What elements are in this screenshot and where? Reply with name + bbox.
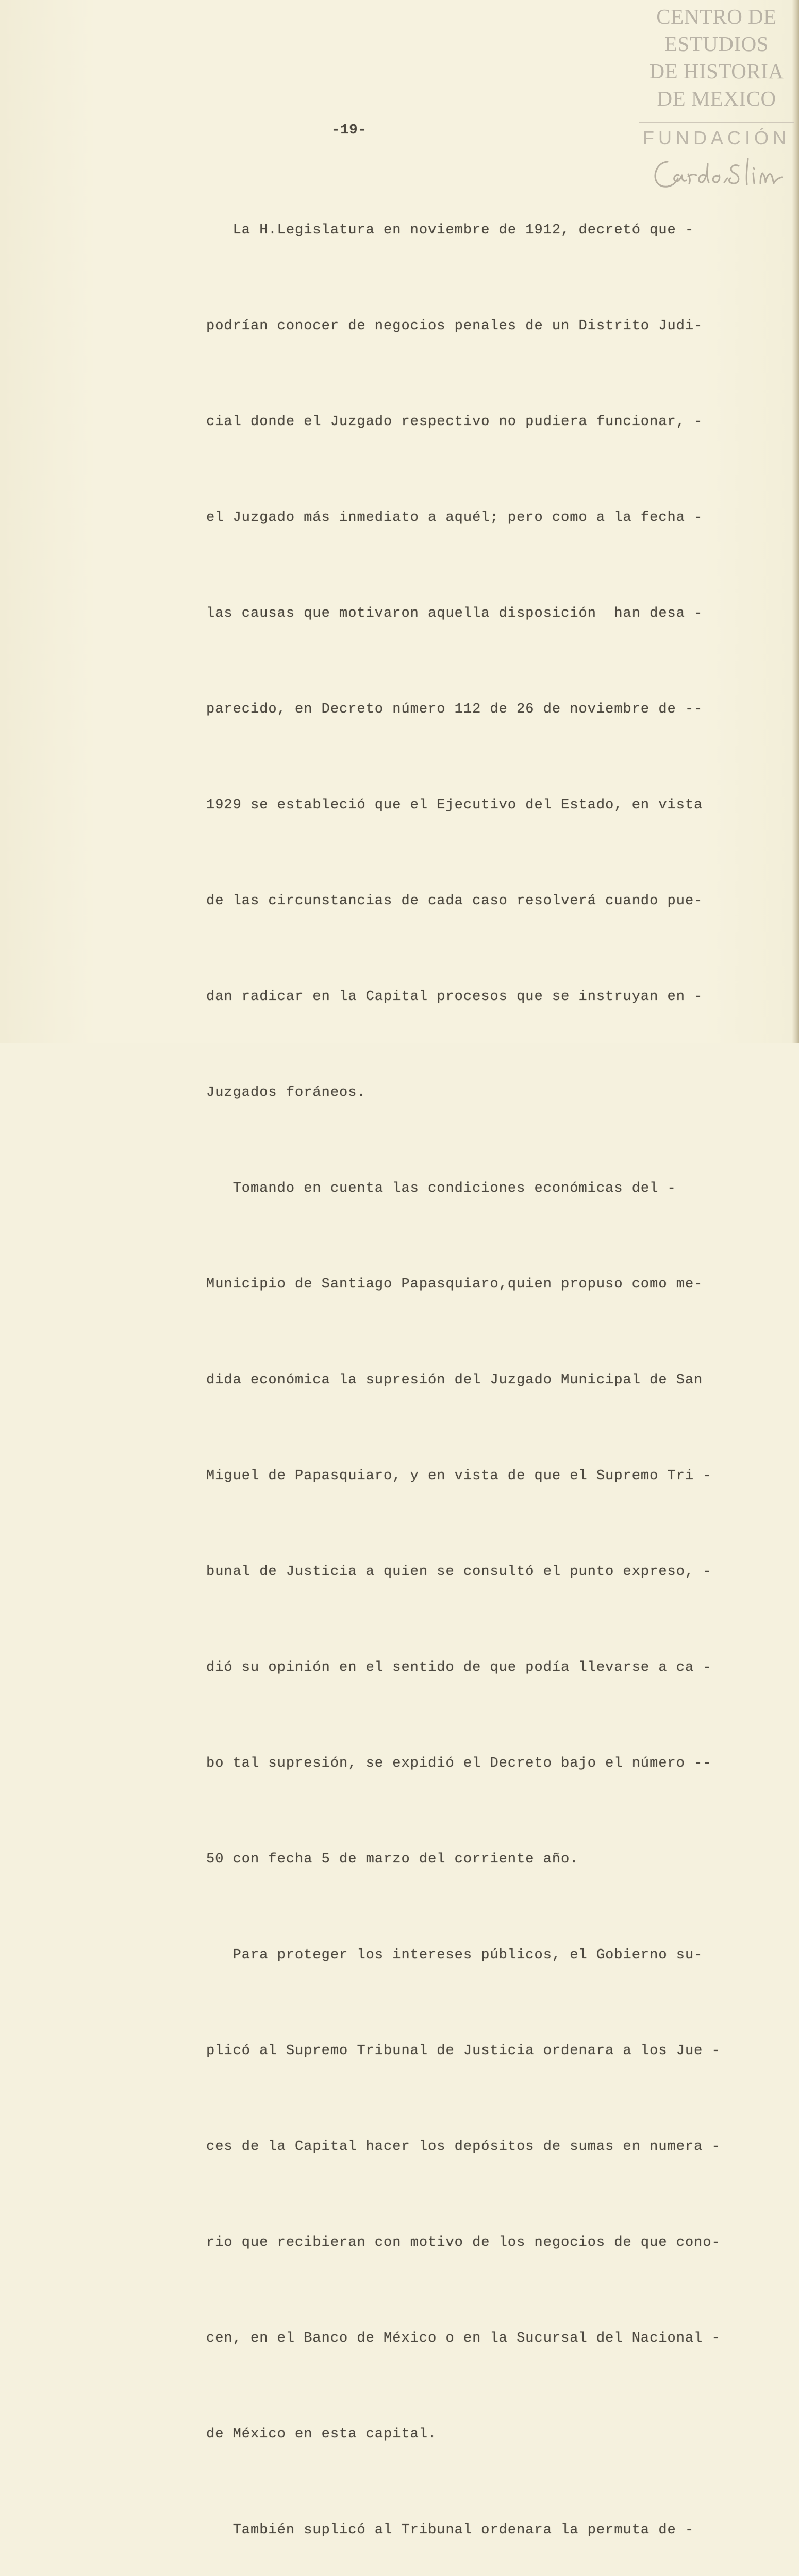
text-line-23: cen, en el Banco de México o en la Sucursal del Nacional - bbox=[206, 2331, 721, 2346]
text-line-6: parecido, en Decreto número 112 de 26 de noviembre de -- bbox=[206, 702, 703, 717]
text-line-17: bo tal supresión, se expidió el Decreto bajo el número -- bbox=[206, 1756, 712, 1771]
text-line-10: Juzgados foráneos. bbox=[206, 1085, 366, 1100]
watermark-line-2: ESTUDIOS bbox=[664, 32, 769, 56]
text-line-18: 50 con fecha 5 de marzo del corriente año. bbox=[206, 1852, 579, 1867]
text-line-14: Miguel de Papasquiaro, y en vista de que el Supremo Tri - bbox=[206, 1468, 712, 1484]
text-line-9: dan radicar en la Capital procesos que se instruyan en - bbox=[206, 989, 703, 1005]
text-line-13: dida económica la supresión del Juzgado Municipal de San bbox=[206, 1372, 703, 1388]
text-line-21: ces de la Capital hacer los depósitos de sumas en numera - bbox=[206, 2139, 721, 2155]
text-line-3: cial donde el Juzgado respectivo no pudiera funcionar, - bbox=[206, 414, 703, 430]
archive-watermark bbox=[639, 3, 794, 148]
text-line-1: La H.Legislatura en noviembre de 1912, decretó que - bbox=[206, 223, 694, 238]
page-number: -19- bbox=[331, 123, 367, 138]
text-line-22: rio que recibieran con motivo de los negocios de que cono- bbox=[206, 2235, 721, 2250]
text-line-8: de las circunstancias de cada caso resolverá cuando pue- bbox=[206, 893, 703, 909]
document-body bbox=[206, 150, 721, 2576]
watermark-fundacion: FUNDACIÓN bbox=[643, 127, 790, 148]
text-line-2: podrían conocer de negocios penales de un Distrito Judi- bbox=[206, 318, 703, 334]
text-line-20: plicó al Supremo Tribunal de Justicia ordenara a los Jue - bbox=[206, 2043, 721, 2059]
text-line-4: el Juzgado más inmediato a aquél; pero como a la fecha - bbox=[206, 510, 703, 526]
watermark-divider bbox=[639, 122, 794, 123]
text-line-24: de México en esta capital. bbox=[206, 2427, 437, 2442]
watermark-line-4: DE MEXICO bbox=[657, 87, 776, 110]
text-line-25: También suplicó al Tribunal ordenara la permuta de - bbox=[206, 2522, 694, 2538]
text-line-15: bunal de Justicia a quien se consultó el punto expreso, - bbox=[206, 1564, 712, 1580]
text-line-19: Para proteger los intereses públicos, el Gobierno su- bbox=[206, 1947, 703, 1963]
text-line-11: Tomando en cuenta las condiciones económicas del - bbox=[206, 1181, 676, 1196]
text-line-5: las causas que motivaron aquella disposición han desa - bbox=[206, 606, 703, 621]
watermark-line-3: DE HISTORIA bbox=[649, 59, 784, 83]
text-line-16: dió su opinión en el sentido de que podía llevarse a ca - bbox=[206, 1660, 712, 1675]
text-line-7: 1929 se estableció que el Ejecutivo del Estado, en vista bbox=[206, 798, 703, 813]
text-line-12: Municipio de Santiago Papasquiaro,quien propuso como me- bbox=[206, 1277, 703, 1292]
watermark-line-1: CENTRO DE bbox=[656, 5, 777, 28]
page-edge bbox=[792, 0, 799, 1043]
